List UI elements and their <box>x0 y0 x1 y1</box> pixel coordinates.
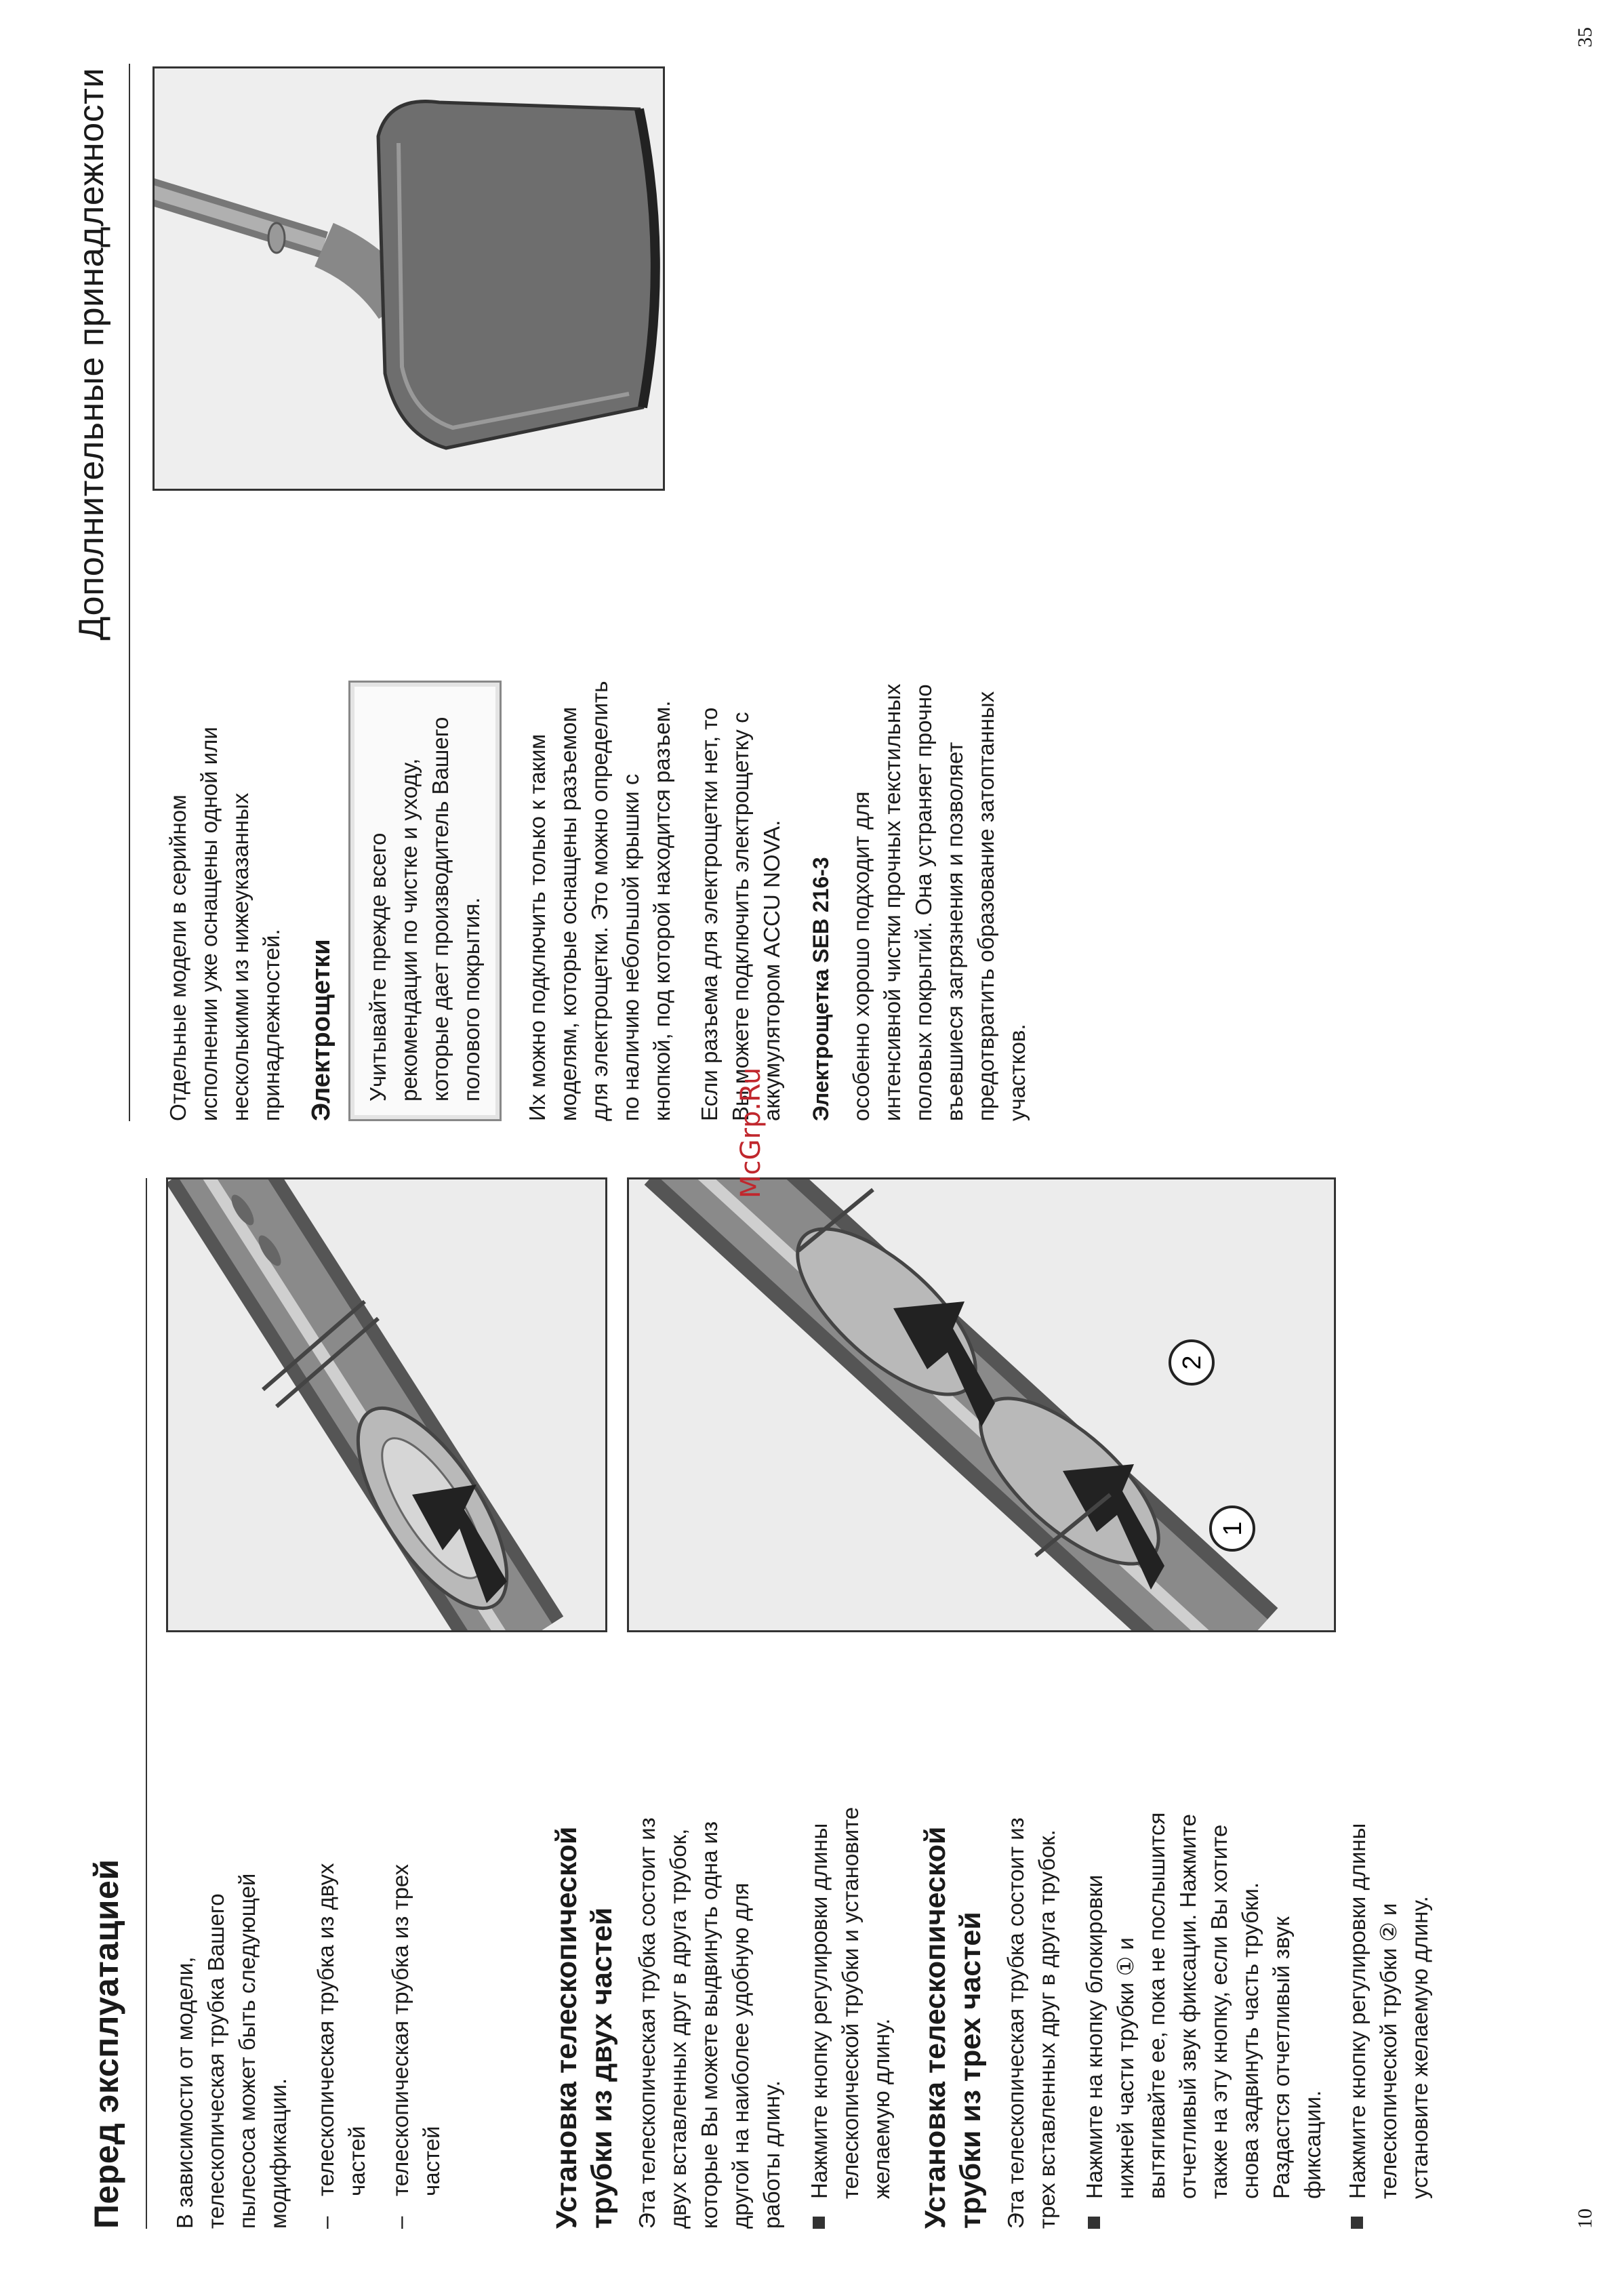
watermark: McGrp.Ru <box>735 1067 767 1198</box>
two-part-heading: Установка телескопической трубки из двух частей <box>550 1826 618 2229</box>
three-part-step-1: Нажмите на кнопку блокировки нижней части трубки ① и вытягивайте ее, пока не послышится отчетливый звук фиксации. Нажмите также на эту кнопку, если Вы хотите снова задвинуть часть трубки. Раздастся отчетливый звук фиксации. <box>1079 1802 1328 2229</box>
variant-item: – телескопическая трубка из двух частей <box>310 1802 373 2229</box>
left-page <box>0 1142 1624 2283</box>
left-text-column <box>169 1802 1449 2229</box>
three-part-step-2: Нажмите кнопку регулировки длины телескопической трубки ② и установите желаемую длину. <box>1342 1802 1436 2229</box>
right-page-number: 35 <box>1574 27 1596 47</box>
electrobrush-heading: Электрощетки <box>307 939 336 1121</box>
callout-2-label: 2 <box>1178 1355 1206 1370</box>
two-part-body: Эта телескопическая трубка состоит из двух вставленных друг в друга трубок, которые Вы можете выдвинуть одна из другой на наиболее удобную для работы длину. <box>634 1817 784 2229</box>
variant-item: – телескопическая трубка из трех частей <box>385 1802 447 2229</box>
dash-marker: – <box>388 2216 413 2229</box>
callout-1-label: 1 <box>1219 1521 1247 1536</box>
figure-electrobrush <box>153 66 665 491</box>
three-part-body: Эта телескопическая трубка состоит из трех вставленных друг в друга трубок. <box>1003 1817 1059 2229</box>
care-note-box <box>348 681 502 1121</box>
right-intro: Отдельные модели в серийном исполнении уже оснащены одной или несколькими из нижеуказанных принадлежностей. <box>165 727 284 1121</box>
three-part-tube-illustration <box>629 1179 1334 1630</box>
left-page-number: 10 <box>1574 2208 1596 2229</box>
square-bullet <box>804 2199 897 2229</box>
left-intro: В зависимости от модели, телескопическая трубка Вашего пылесоса может быть следующей модификации. <box>172 1873 291 2229</box>
electrobrush-illustration <box>155 68 663 489</box>
accu-paragraph: Если разъема для электрощетки нет, то Вы можете подключить электрощетку с аккумулятором ACCU NOVA. <box>697 707 784 1121</box>
figure-two-part-tube <box>166 1177 607 1632</box>
figure-three-part-tube <box>627 1177 1336 1632</box>
care-note-text: Учитывайте прежде всего рекомендации по чистке и уходу, которые дает производитель Вашего полового покрытия. <box>365 716 484 1102</box>
three-part-heading: Установка телескопической трубки из трех частей <box>919 1826 987 2229</box>
connection-paragraph: Их можно подключить только к таким моделям, которые оснащены разъемом для электрощетки. Это можно определить по наличию небольшой крышки с кнопкой, под которой находится разъем. <box>525 681 674 1121</box>
left-page-title: Перед эксплуатацией <box>87 1859 125 2229</box>
two-part-step: Нажмите кнопку регулировки длины телескопической трубки и установите желаемую длину. <box>804 1802 897 2229</box>
two-part-tube-illustration <box>168 1179 605 1630</box>
right-text-column <box>163 681 1049 1121</box>
seb-description: особенно хорошо подходит для интенсивной чистки прочных текстильных половых покрытий. Она устраняет прочно въевшиеся загрязнения и позволяет предотвратить образование затоптанных участков. <box>849 683 1030 1121</box>
right-title-rule <box>129 64 130 1121</box>
dash-marker: – <box>313 2216 338 2229</box>
right-page-title: Дополнительные принадлежности <box>72 68 111 641</box>
left-title-rule <box>146 1178 147 2229</box>
square-bullet <box>1342 2199 1436 2229</box>
square-bullet <box>1079 2199 1328 2229</box>
seb-subheading: Электрощетка SEB 216-3 <box>809 857 833 1121</box>
